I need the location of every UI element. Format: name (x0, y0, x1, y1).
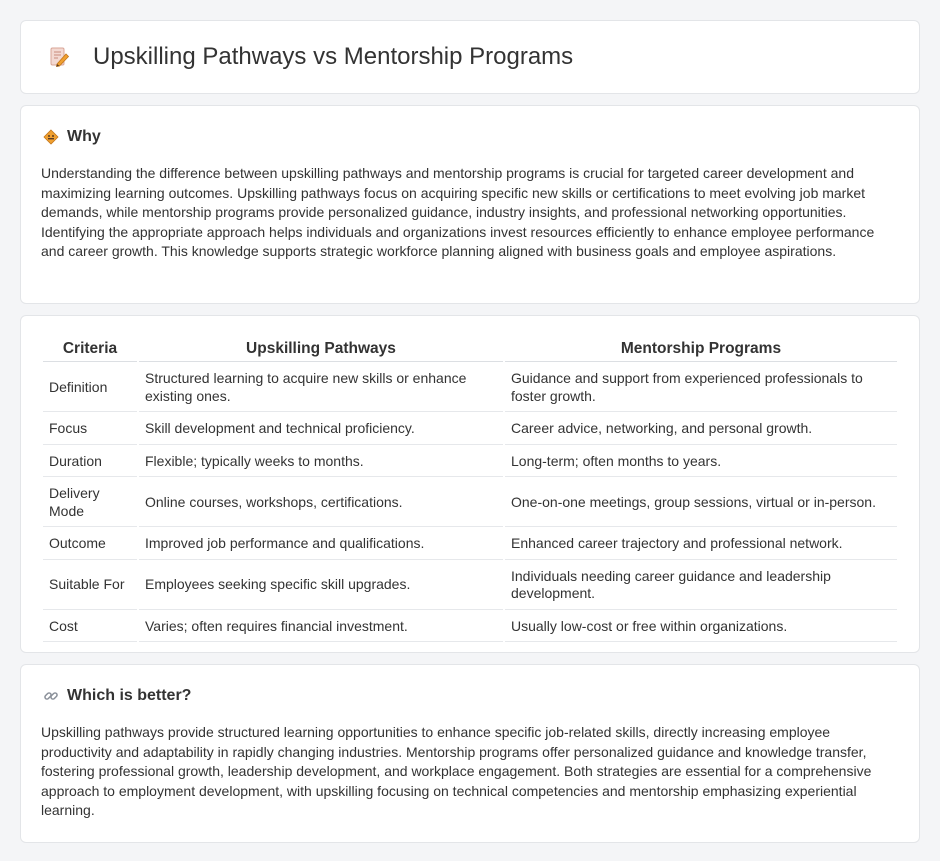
better-heading-label: Which is better? (67, 687, 192, 704)
row-upskilling: Varies; often requires financial investment. (139, 612, 503, 643)
row-upskilling: Employees seeking specific skill upgrades. (139, 562, 503, 610)
table-row (43, 529, 897, 560)
table-row (43, 562, 897, 610)
row-criteria: Delivery Mode (43, 479, 137, 527)
row-mentorship: Individuals needing career guidance and leadership development. (505, 562, 897, 610)
row-mentorship: Career advice, networking, and personal growth. (505, 414, 897, 445)
link-icon (43, 688, 59, 704)
header-card (20, 20, 920, 94)
table-row (43, 414, 897, 445)
why-heading (41, 128, 899, 146)
row-upskilling: Structured learning to acquire new skills or enhance existing ones. (139, 364, 503, 412)
row-mentorship: Long-term; often months to years. (505, 447, 897, 478)
table-row (43, 364, 897, 412)
row-criteria: Focus (43, 414, 137, 445)
row-criteria: Suitable For (43, 562, 137, 610)
header-criteria: Criteria (43, 336, 137, 362)
page-title: Upskilling Pathways vs Mentorship Programs (93, 43, 574, 70)
table-row (43, 479, 897, 527)
header-mentorship: Mentorship Programs (505, 336, 897, 362)
row-upskilling: Skill development and technical proficiency. (139, 414, 503, 445)
row-upskilling: Flexible; typically weeks to months. (139, 447, 503, 478)
which-is-better-section (20, 664, 920, 843)
row-mentorship: Enhanced career trajectory and professional network. (505, 529, 897, 560)
row-upskilling: Improved job performance and qualifications. (139, 529, 503, 560)
better-heading (41, 687, 899, 705)
header-upskilling: Upskilling Pathways (139, 336, 503, 362)
pencil-paper-icon (47, 45, 71, 69)
comparison-table (41, 334, 899, 644)
why-heading-label: Why (67, 128, 101, 145)
why-text: Understanding the difference between upskilling pathways and mentorship programs is crucial for targeted career development and maximizing learning outcomes. Upskilling pathways focus on acquiring specific new skills or certifications to meet evolving job market demands, while mentorship programs provide personalized guidance, industry insights, and professional networking opportunities. Identifying the appropriate approach helps individuals and organizations invest resources efficiently to enhance employee performance and career growth. This knowledge supports strategic workforce planning aligned with business goals and employee aspirations. (41, 165, 875, 260)
row-mentorship: One-on-one meetings, group sessions, virtual or in-person. (505, 479, 897, 527)
row-criteria: Cost (43, 612, 137, 643)
better-text: Upskilling pathways provide structured learning opportunities to enhance specific job-related skills, directly increasing employee productivity and adaptability in rapidly changing industries. Mentorship programs offer personalized guidance and knowledge transfer, fostering professional growth, leadership development, and workplace engagement. Both strategies are essential for a comprehensive approach to employment development, with upskilling focusing on technical competencies and mentorship emphasizing experiential learning. (41, 724, 872, 819)
diamond-sign-icon (43, 129, 59, 145)
comparison-table-card (20, 315, 920, 653)
table-row (43, 447, 897, 478)
row-mentorship: Usually low-cost or free within organizations. (505, 612, 897, 643)
row-mentorship: Guidance and support from experienced professionals to foster growth. (505, 364, 897, 412)
row-upskilling: Online courses, workshops, certifications. (139, 479, 503, 527)
row-criteria: Duration (43, 447, 137, 478)
row-criteria: Definition (43, 364, 137, 412)
why-section (20, 105, 920, 304)
row-criteria: Outcome (43, 529, 137, 560)
table-header-row (43, 336, 897, 362)
table-row (43, 612, 897, 643)
